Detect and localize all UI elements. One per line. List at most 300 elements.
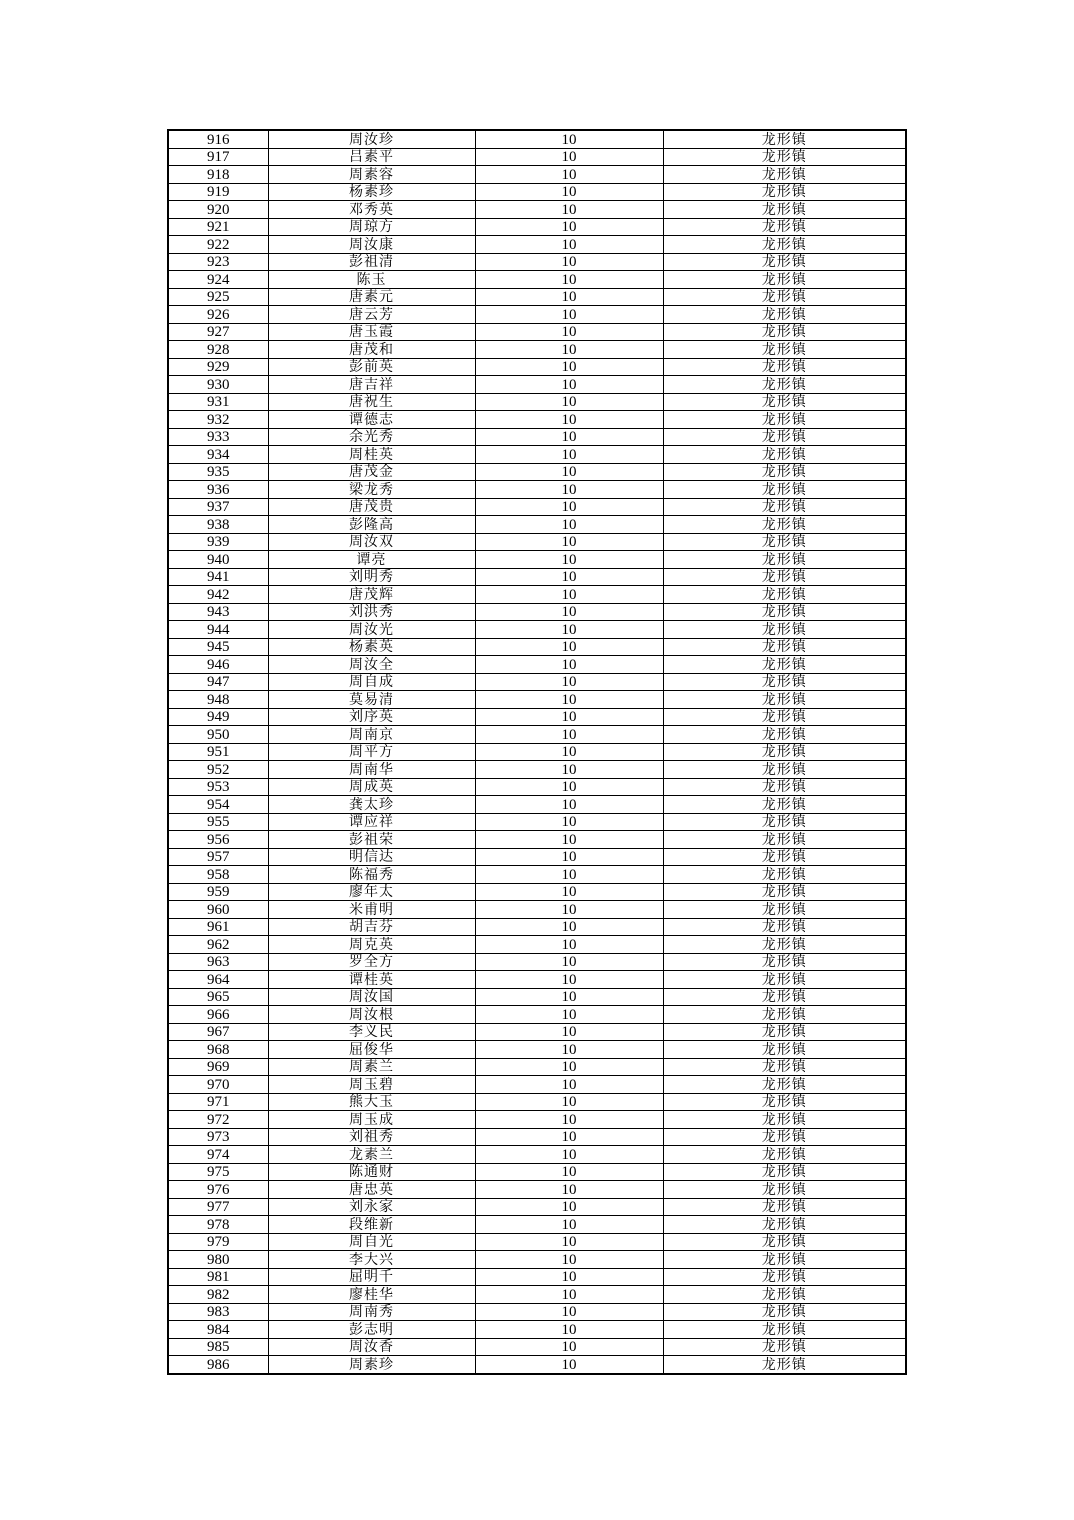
row-number-cell: 933 — [168, 428, 268, 446]
row-number-cell: 945 — [168, 638, 268, 656]
name-cell: 梁龙秀 — [268, 481, 475, 499]
town-cell: 龙形镇 — [663, 1321, 906, 1339]
amount-cell: 10 — [475, 481, 663, 499]
table-row — [168, 831, 906, 849]
amount-cell: 10 — [475, 743, 663, 761]
table-row — [168, 726, 906, 744]
amount-cell: 10 — [475, 813, 663, 831]
table-row — [168, 1233, 906, 1251]
table-row — [168, 953, 906, 971]
amount-cell: 10 — [475, 988, 663, 1006]
table-row — [168, 411, 906, 429]
town-cell: 龙形镇 — [663, 866, 906, 884]
table-row — [168, 218, 906, 236]
table-row — [168, 1286, 906, 1304]
amount-cell: 10 — [475, 971, 663, 989]
amount-cell: 10 — [475, 848, 663, 866]
table-row — [168, 481, 906, 499]
town-cell: 龙形镇 — [663, 498, 906, 516]
amount-cell: 10 — [475, 533, 663, 551]
table-row — [168, 498, 906, 516]
amount-cell: 10 — [475, 1041, 663, 1059]
town-cell: 龙形镇 — [663, 831, 906, 849]
amount-cell: 10 — [475, 1198, 663, 1216]
name-cell: 刘洪秀 — [268, 603, 475, 621]
table-row — [168, 1146, 906, 1164]
table-row — [168, 1303, 906, 1321]
table-row — [168, 551, 906, 569]
town-cell: 龙形镇 — [663, 288, 906, 306]
row-number-cell: 937 — [168, 498, 268, 516]
town-cell: 龙形镇 — [663, 901, 906, 919]
town-cell: 龙形镇 — [663, 761, 906, 779]
row-number-cell: 952 — [168, 761, 268, 779]
row-number-cell: 978 — [168, 1216, 268, 1234]
amount-cell: 10 — [475, 831, 663, 849]
table-row — [168, 813, 906, 831]
town-cell: 龙形镇 — [663, 411, 906, 429]
name-cell: 刘祖秀 — [268, 1128, 475, 1146]
town-cell: 龙形镇 — [663, 1023, 906, 1041]
town-cell: 龙形镇 — [663, 516, 906, 534]
table-row — [168, 130, 906, 148]
town-cell: 龙形镇 — [663, 708, 906, 726]
amount-cell: 10 — [475, 1006, 663, 1024]
row-number-cell: 917 — [168, 148, 268, 166]
amount-cell: 10 — [475, 656, 663, 674]
name-cell: 刘永家 — [268, 1198, 475, 1216]
name-cell: 龙素兰 — [268, 1146, 475, 1164]
name-cell: 吕素平 — [268, 148, 475, 166]
row-number-cell: 946 — [168, 656, 268, 674]
amount-cell: 10 — [475, 463, 663, 481]
table-row — [168, 1216, 906, 1234]
name-cell: 周汝珍 — [268, 130, 475, 148]
name-cell: 周南京 — [268, 726, 475, 744]
row-number-cell: 980 — [168, 1251, 268, 1269]
row-number-cell: 968 — [168, 1041, 268, 1059]
row-number-cell: 977 — [168, 1198, 268, 1216]
row-number-cell: 916 — [168, 130, 268, 148]
town-cell: 龙形镇 — [663, 778, 906, 796]
name-cell: 陈通财 — [268, 1163, 475, 1181]
table-row — [168, 743, 906, 761]
amount-cell: 10 — [475, 1233, 663, 1251]
town-cell: 龙形镇 — [663, 1356, 906, 1374]
row-number-cell: 939 — [168, 533, 268, 551]
name-cell: 段维新 — [268, 1216, 475, 1234]
name-cell: 周琼方 — [268, 218, 475, 236]
amount-cell: 10 — [475, 428, 663, 446]
amount-cell: 10 — [475, 1286, 663, 1304]
amount-cell: 10 — [475, 691, 663, 709]
table-row — [168, 288, 906, 306]
amount-cell: 10 — [475, 673, 663, 691]
row-number-cell: 931 — [168, 393, 268, 411]
table-row — [168, 971, 906, 989]
table-row — [168, 568, 906, 586]
table-row — [168, 428, 906, 446]
row-number-cell: 967 — [168, 1023, 268, 1041]
town-cell: 龙形镇 — [663, 306, 906, 324]
table-row — [168, 253, 906, 271]
town-cell: 龙形镇 — [663, 1006, 906, 1024]
table-row — [168, 761, 906, 779]
table-row — [168, 183, 906, 201]
table-row — [168, 1251, 906, 1269]
row-number-cell: 956 — [168, 831, 268, 849]
row-number-cell: 941 — [168, 568, 268, 586]
amount-cell: 10 — [475, 1093, 663, 1111]
name-cell: 周克英 — [268, 936, 475, 954]
table-row — [168, 201, 906, 219]
name-cell: 刘序英 — [268, 708, 475, 726]
table-row — [168, 1198, 906, 1216]
town-cell: 龙形镇 — [663, 936, 906, 954]
amount-cell: 10 — [475, 953, 663, 971]
town-cell: 龙形镇 — [663, 743, 906, 761]
town-cell: 龙形镇 — [663, 656, 906, 674]
name-cell: 谭亮 — [268, 551, 475, 569]
row-number-cell: 962 — [168, 936, 268, 954]
name-cell: 李义民 — [268, 1023, 475, 1041]
table-row — [168, 866, 906, 884]
name-cell: 唐素元 — [268, 288, 475, 306]
table-row — [168, 1356, 906, 1374]
table-body — [168, 130, 906, 1374]
table-row — [168, 638, 906, 656]
row-number-cell: 936 — [168, 481, 268, 499]
name-cell: 明信达 — [268, 848, 475, 866]
name-cell: 米甫明 — [268, 901, 475, 919]
name-cell: 唐祝生 — [268, 393, 475, 411]
town-cell: 龙形镇 — [663, 271, 906, 289]
amount-cell: 10 — [475, 621, 663, 639]
town-cell: 龙形镇 — [663, 603, 906, 621]
name-cell: 廖年太 — [268, 883, 475, 901]
table-row — [168, 463, 906, 481]
table-row — [168, 778, 906, 796]
row-number-cell: 925 — [168, 288, 268, 306]
row-number-cell: 950 — [168, 726, 268, 744]
name-cell: 唐玉霞 — [268, 323, 475, 341]
table-row — [168, 446, 906, 464]
table-row — [168, 1181, 906, 1199]
town-cell: 龙形镇 — [663, 848, 906, 866]
town-cell: 龙形镇 — [663, 691, 906, 709]
amount-cell: 10 — [475, 358, 663, 376]
name-cell: 龚太珍 — [268, 796, 475, 814]
table-row — [168, 393, 906, 411]
name-cell: 杨素英 — [268, 638, 475, 656]
name-cell: 彭祖清 — [268, 253, 475, 271]
table-row — [168, 988, 906, 1006]
row-number-cell: 920 — [168, 201, 268, 219]
name-cell: 谭桂英 — [268, 971, 475, 989]
table-row — [168, 603, 906, 621]
row-number-cell: 975 — [168, 1163, 268, 1181]
name-cell: 谭应祥 — [268, 813, 475, 831]
amount-cell: 10 — [475, 1251, 663, 1269]
amount-cell: 10 — [475, 796, 663, 814]
table-row — [168, 533, 906, 551]
amount-cell: 10 — [475, 271, 663, 289]
table-row — [168, 271, 906, 289]
name-cell: 周汝国 — [268, 988, 475, 1006]
amount-cell: 10 — [475, 1076, 663, 1094]
town-cell: 龙形镇 — [663, 1216, 906, 1234]
row-number-cell: 959 — [168, 883, 268, 901]
table-row — [168, 883, 906, 901]
amount-cell: 10 — [475, 1163, 663, 1181]
town-cell: 龙形镇 — [663, 586, 906, 604]
name-cell: 邓秀英 — [268, 201, 475, 219]
amount-cell: 10 — [475, 166, 663, 184]
row-number-cell: 981 — [168, 1268, 268, 1286]
name-cell: 彭前英 — [268, 358, 475, 376]
town-cell: 龙形镇 — [663, 621, 906, 639]
town-cell: 龙形镇 — [663, 1286, 906, 1304]
amount-cell: 10 — [475, 918, 663, 936]
row-number-cell: 918 — [168, 166, 268, 184]
name-cell: 唐忠英 — [268, 1181, 475, 1199]
name-cell: 唐茂贵 — [268, 498, 475, 516]
table-row — [168, 901, 906, 919]
table-row — [168, 1163, 906, 1181]
amount-cell: 10 — [475, 1216, 663, 1234]
table-row — [168, 1023, 906, 1041]
row-number-cell: 953 — [168, 778, 268, 796]
name-cell: 周南秀 — [268, 1303, 475, 1321]
name-cell: 周素珍 — [268, 1356, 475, 1374]
row-number-cell: 970 — [168, 1076, 268, 1094]
name-cell: 刘明秀 — [268, 568, 475, 586]
amount-cell: 10 — [475, 551, 663, 569]
table-row — [168, 708, 906, 726]
amount-cell: 10 — [475, 603, 663, 621]
table-row — [168, 848, 906, 866]
amount-cell: 10 — [475, 411, 663, 429]
town-cell: 龙形镇 — [663, 1076, 906, 1094]
row-number-cell: 966 — [168, 1006, 268, 1024]
town-cell: 龙形镇 — [663, 533, 906, 551]
row-number-cell: 979 — [168, 1233, 268, 1251]
table-row — [168, 586, 906, 604]
row-number-cell: 958 — [168, 866, 268, 884]
town-cell: 龙形镇 — [663, 218, 906, 236]
name-cell: 陈福秀 — [268, 866, 475, 884]
table-row — [168, 656, 906, 674]
name-cell: 周玉碧 — [268, 1076, 475, 1094]
amount-cell: 10 — [475, 183, 663, 201]
row-number-cell: 942 — [168, 586, 268, 604]
town-cell: 龙形镇 — [663, 988, 906, 1006]
amount-cell: 10 — [475, 936, 663, 954]
row-number-cell: 938 — [168, 516, 268, 534]
name-cell: 周自光 — [268, 1233, 475, 1251]
town-cell: 龙形镇 — [663, 1181, 906, 1199]
table-row — [168, 918, 906, 936]
table-row — [168, 1111, 906, 1129]
row-number-cell: 960 — [168, 901, 268, 919]
amount-cell: 10 — [475, 1338, 663, 1356]
town-cell: 龙形镇 — [663, 726, 906, 744]
row-number-cell: 923 — [168, 253, 268, 271]
row-number-cell: 974 — [168, 1146, 268, 1164]
row-number-cell: 943 — [168, 603, 268, 621]
town-cell: 龙形镇 — [663, 148, 906, 166]
amount-cell: 10 — [475, 1181, 663, 1199]
table-row — [168, 936, 906, 954]
name-cell: 罗全方 — [268, 953, 475, 971]
town-cell: 龙形镇 — [663, 166, 906, 184]
row-number-cell: 922 — [168, 236, 268, 254]
row-number-cell: 971 — [168, 1093, 268, 1111]
row-number-cell: 986 — [168, 1356, 268, 1374]
name-cell: 周成英 — [268, 778, 475, 796]
amount-cell: 10 — [475, 323, 663, 341]
amount-cell: 10 — [475, 883, 663, 901]
table-row — [168, 796, 906, 814]
row-number-cell: 928 — [168, 341, 268, 359]
town-cell: 龙形镇 — [663, 341, 906, 359]
amount-cell: 10 — [475, 638, 663, 656]
name-cell: 周汝光 — [268, 621, 475, 639]
town-cell: 龙形镇 — [663, 463, 906, 481]
table-row — [168, 516, 906, 534]
amount-cell: 10 — [475, 201, 663, 219]
town-cell: 龙形镇 — [663, 446, 906, 464]
table-row — [168, 1041, 906, 1059]
town-cell: 龙形镇 — [663, 358, 906, 376]
row-number-cell: 972 — [168, 1111, 268, 1129]
amount-cell: 10 — [475, 376, 663, 394]
table-row — [168, 1006, 906, 1024]
amount-cell: 10 — [475, 1321, 663, 1339]
table-row — [168, 148, 906, 166]
name-cell: 唐茂和 — [268, 341, 475, 359]
amount-cell: 10 — [475, 1058, 663, 1076]
row-number-cell: 957 — [168, 848, 268, 866]
town-cell: 龙形镇 — [663, 130, 906, 148]
row-number-cell: 930 — [168, 376, 268, 394]
town-cell: 龙形镇 — [663, 953, 906, 971]
town-cell: 龙形镇 — [663, 376, 906, 394]
name-cell: 周汝香 — [268, 1338, 475, 1356]
table-row — [168, 236, 906, 254]
town-cell: 龙形镇 — [663, 918, 906, 936]
amount-cell: 10 — [475, 1023, 663, 1041]
town-cell: 龙形镇 — [663, 1233, 906, 1251]
town-cell: 龙形镇 — [663, 428, 906, 446]
town-cell: 龙形镇 — [663, 201, 906, 219]
town-cell: 龙形镇 — [663, 323, 906, 341]
amount-cell: 10 — [475, 568, 663, 586]
town-cell: 龙形镇 — [663, 1146, 906, 1164]
town-cell: 龙形镇 — [663, 183, 906, 201]
row-number-cell: 963 — [168, 953, 268, 971]
amount-cell: 10 — [475, 1356, 663, 1374]
row-number-cell: 954 — [168, 796, 268, 814]
name-cell: 彭祖荣 — [268, 831, 475, 849]
row-number-cell: 951 — [168, 743, 268, 761]
table-row — [168, 358, 906, 376]
name-cell: 周汝全 — [268, 656, 475, 674]
amount-cell: 10 — [475, 498, 663, 516]
town-cell: 龙形镇 — [663, 1128, 906, 1146]
amount-cell: 10 — [475, 393, 663, 411]
data-table — [167, 129, 907, 1375]
town-cell: 龙形镇 — [663, 568, 906, 586]
amount-cell: 10 — [475, 236, 663, 254]
amount-cell: 10 — [475, 516, 663, 534]
table-row — [168, 306, 906, 324]
amount-cell: 10 — [475, 708, 663, 726]
amount-cell: 10 — [475, 306, 663, 324]
table-row — [168, 1321, 906, 1339]
row-number-cell: 947 — [168, 673, 268, 691]
row-number-cell: 949 — [168, 708, 268, 726]
table-row — [168, 1338, 906, 1356]
table-row — [168, 166, 906, 184]
town-cell: 龙形镇 — [663, 1041, 906, 1059]
town-cell: 龙形镇 — [663, 813, 906, 831]
row-number-cell: 964 — [168, 971, 268, 989]
table-row — [168, 621, 906, 639]
name-cell: 周素兰 — [268, 1058, 475, 1076]
table-row — [168, 673, 906, 691]
town-cell: 龙形镇 — [663, 551, 906, 569]
amount-cell: 10 — [475, 1146, 663, 1164]
town-cell: 龙形镇 — [663, 883, 906, 901]
name-cell: 熊大玉 — [268, 1093, 475, 1111]
name-cell: 周平方 — [268, 743, 475, 761]
row-number-cell: 955 — [168, 813, 268, 831]
row-number-cell: 932 — [168, 411, 268, 429]
town-cell: 龙形镇 — [663, 1251, 906, 1269]
name-cell: 周汝双 — [268, 533, 475, 551]
name-cell: 周南华 — [268, 761, 475, 779]
name-cell: 唐云芳 — [268, 306, 475, 324]
table-row — [168, 323, 906, 341]
row-number-cell: 935 — [168, 463, 268, 481]
town-cell: 龙形镇 — [663, 673, 906, 691]
row-number-cell: 929 — [168, 358, 268, 376]
town-cell: 龙形镇 — [663, 253, 906, 271]
town-cell: 龙形镇 — [663, 1111, 906, 1129]
town-cell: 龙形镇 — [663, 1268, 906, 1286]
name-cell: 杨素珍 — [268, 183, 475, 201]
row-number-cell: 927 — [168, 323, 268, 341]
name-cell: 唐吉祥 — [268, 376, 475, 394]
row-number-cell: 926 — [168, 306, 268, 324]
row-number-cell: 976 — [168, 1181, 268, 1199]
amount-cell: 10 — [475, 1303, 663, 1321]
table-row — [168, 1128, 906, 1146]
town-cell: 龙形镇 — [663, 393, 906, 411]
name-cell: 周汝康 — [268, 236, 475, 254]
town-cell: 龙形镇 — [663, 1198, 906, 1216]
row-number-cell: 965 — [168, 988, 268, 1006]
table-row — [168, 691, 906, 709]
name-cell: 胡吉芬 — [268, 918, 475, 936]
table-row — [168, 1268, 906, 1286]
town-cell: 龙形镇 — [663, 1338, 906, 1356]
table-row — [168, 341, 906, 359]
name-cell: 余光秀 — [268, 428, 475, 446]
name-cell: 屈俊华 — [268, 1041, 475, 1059]
row-number-cell: 961 — [168, 918, 268, 936]
